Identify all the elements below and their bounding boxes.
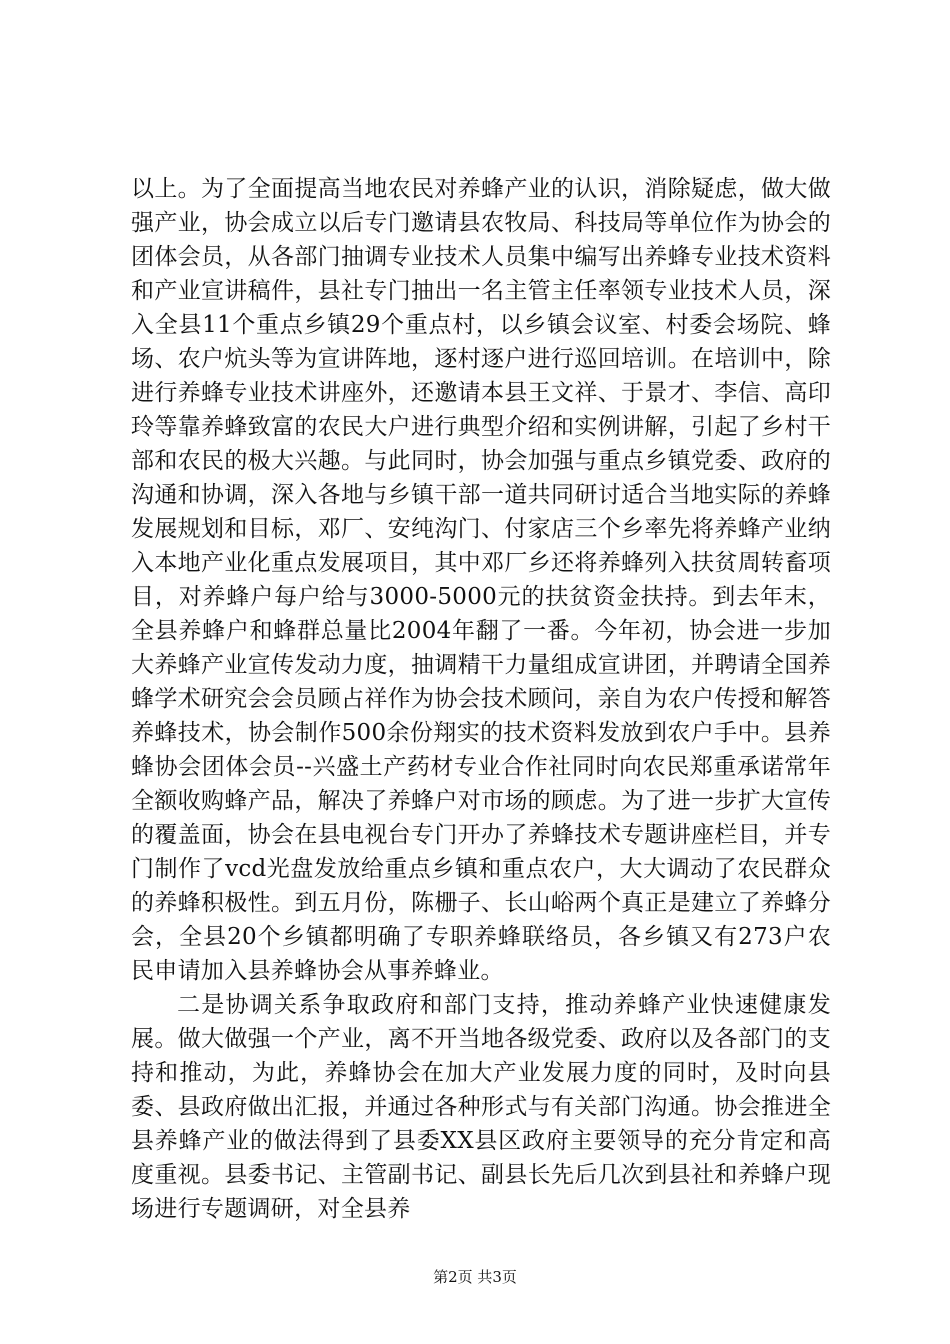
- page-number: 第2页 共3页: [433, 1268, 517, 1286]
- page-footer: [0, 1267, 950, 1287]
- document-body: [131, 172, 831, 1226]
- paragraph-continuation: 以上。为了全面提高当地农民对养蜂产业的认识，消除疑虑，做大做强产业，协会成立以后专门邀请县农牧局、科技局等单位作为协会的团体会员，从各部门抽调专业技术人员集中编写出养蜂专业技术资料和产业宣讲稿件，县社专门抽出一名主管主任率领专业技术人员，深入全县11个重点乡镇29个重点村，以乡镇会议室、村委会场院、蜂场、农户炕头等为宣讲阵地，逐村逐户进行巡回培训。在培训中，除进行养蜂专业技术讲座外，还邀请本县王文祥、于景才、李信、高印玲等靠养蜂致富的农民大户进行典型介绍和实例讲解，引起了乡村干部和农民的极大兴趣。与此同时，协会加强与重点乡镇党委、政府的沟通和协调，深入各地与乡镇干部一道共同研讨适合当地实际的养蜂发展规划和目标，邓厂、安纯沟门、付家店三个乡率先将养蜂产业纳入本地产业化重点发展项目，其中邓厂乡还将养蜂列入扶贫周转畜项目，对养蜂户每户给与3000-5000元的扶贫资金扶持。到去年末，全县养蜂户和蜂群总量比2004年翻了一番。今年初，协会进一步加大养蜂产业宣传发动力度，抽调精干力量组成宣讲团，并聘请全国养蜂学术研究会会员顾占祥作为协会技术顾问，亲自为农户传授和解答养蜂技术，协会制作500余份翔实的技术资料发放到农户手中。县养蜂协会团体会员--兴盛土产药材专业合作社同时向农民郑重承诺常年全额收购蜂产品，解决了养蜂户对市场的顾虑。为了进一步扩大宣传的覆盖面，协会在县电视台专门开办了养蜂技术专题讲座栏目，并专门制作了vcd光盘发放给重点乡镇和重点农户，大大调动了农民群众的养蜂积极性。到五月份，陈栅子、长山峪两个真正是建立了养蜂分会，全县20个乡镇都明确了专职养蜂联络员，各乡镇又有273户农民申请加入县养蜂协会从事养蜂业。: [131, 176, 831, 984]
- paragraph-section-two: 二是协调关系争取政府和部门支持，推动养蜂产业快速健康发展。做大做强一个产业，离不开当地各级党委、政府以及各部门的支持和推动，为此，养蜂协会在加大产业发展力度的同时，及时向县委、县政府做出汇报，并通过各种形式与有关部门沟通。协会推进全县养蜂产业的做法得到了县委XX县区政府主要领导的充分肯定和高度重视。县委书记、主管副书记、副县长先后几次到县社和养蜂户现场进行专题调研，对全县养: [131, 992, 831, 1222]
